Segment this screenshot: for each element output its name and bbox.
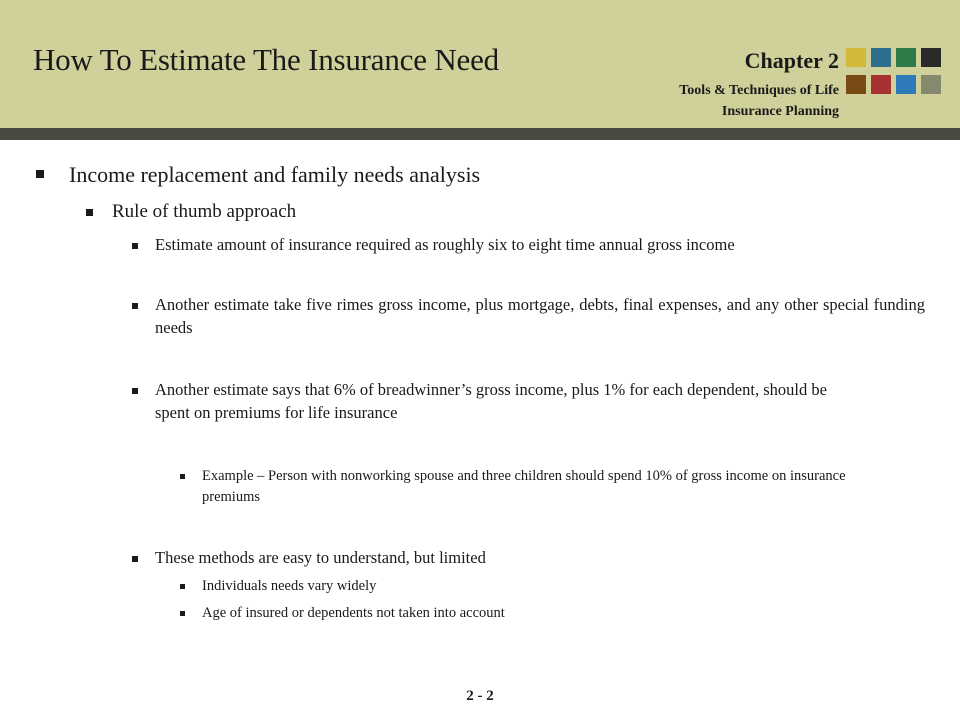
page-number: 2 - 2 (466, 688, 494, 704)
bullet-square-icon (132, 556, 138, 562)
color-square (846, 75, 866, 94)
color-square (871, 48, 891, 67)
bullet-level3: Another estimate says that 6% of breadwinner’s gross income, plus 1% for each dependent, should be spent on premiums for life insurance (155, 380, 827, 422)
color-square (896, 75, 916, 94)
color-square (896, 48, 916, 67)
slide-title: How To Estimate The Insurance Need (33, 42, 499, 77)
bullet-level2: Rule of thumb approach (112, 201, 297, 222)
bullet-level3: Estimate amount of insurance required as roughly six to eight time annual gross income (155, 235, 735, 254)
bullet-level4: Example – Person with nonworking spouse and three children should spend 10% of gross income on insurance premiums (202, 468, 846, 506)
bullet-square-icon (86, 209, 93, 216)
color-squares-logo (846, 48, 942, 94)
bullet-square-icon (180, 611, 185, 616)
color-square (921, 75, 941, 94)
bullet-square-icon (36, 170, 44, 178)
bullet-square-icon (180, 584, 185, 589)
bullet-level1: Income replacement and family needs analysis (69, 162, 481, 187)
color-square (871, 75, 891, 94)
header-band (0, 0, 960, 128)
bullet-level4: Individuals needs vary widely (202, 578, 377, 594)
chapter-label: Chapter 2 (744, 48, 839, 73)
bullet-level4: Age of insured or dependents not taken into account (202, 605, 505, 621)
bullet-square-icon (132, 243, 138, 249)
bullet-level3: These methods are easy to understand, but limited (155, 548, 486, 567)
header-divider-bar (0, 128, 960, 140)
color-square (846, 48, 866, 67)
bullet-square-icon (180, 474, 185, 479)
chapter-subtitle-line2: Insurance Planning (721, 104, 839, 119)
bullet-square-icon (132, 388, 138, 394)
bullet-square-icon (132, 303, 138, 309)
color-square (921, 48, 941, 67)
bullet-level3: Another estimate take five rimes gross income, plus mortgage, debts, final expenses, and any other special funding needs (155, 295, 925, 337)
chapter-subtitle-line1: Tools & Techniques of Life (679, 83, 839, 98)
chapter-subtitle (679, 80, 839, 122)
